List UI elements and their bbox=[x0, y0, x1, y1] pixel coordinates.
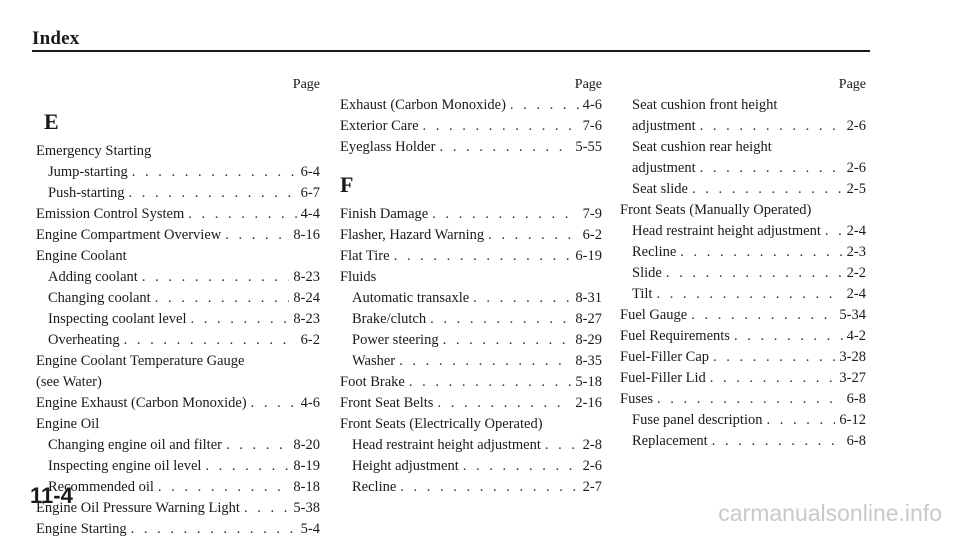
entry-page-number: 8-18 bbox=[293, 479, 320, 495]
entry-text: Exterior Care bbox=[340, 118, 419, 134]
index-entry bbox=[36, 393, 320, 414]
entry-page-number: 2-6 bbox=[846, 160, 866, 176]
entry-page-number: 8-23 bbox=[293, 269, 320, 285]
dot-leader bbox=[205, 456, 289, 477]
index-entry bbox=[36, 309, 320, 330]
dot-leader bbox=[700, 158, 843, 179]
page-column-heading: Page bbox=[292, 77, 320, 92]
dot-leader bbox=[188, 204, 296, 225]
entry-page-number: 4-4 bbox=[300, 206, 320, 222]
entry-text: Engine Coolant bbox=[36, 248, 127, 264]
entry-page-number: 6-8 bbox=[846, 433, 866, 449]
entry-page-number: 2-8 bbox=[582, 437, 602, 453]
entry-page-number: 5-55 bbox=[575, 139, 602, 155]
dot-leader bbox=[225, 225, 289, 246]
entry-text: Head restraint height adjustment bbox=[632, 223, 821, 239]
index-entry bbox=[620, 137, 866, 158]
index-column-2 bbox=[340, 74, 602, 498]
entry-text: Height adjustment bbox=[352, 458, 459, 474]
entry-text: Adding coolant bbox=[48, 269, 138, 285]
entry-page-number: 2-2 bbox=[846, 265, 866, 281]
dot-leader bbox=[734, 326, 843, 347]
entry-page-number: 6-7 bbox=[300, 185, 320, 201]
entry-text: Changing engine oil and filter bbox=[48, 437, 222, 453]
dot-leader bbox=[510, 95, 579, 116]
entry-page-number: 8-29 bbox=[575, 332, 602, 348]
entry-text: Fluids bbox=[340, 269, 377, 285]
entry-page-number: 8-23 bbox=[293, 311, 320, 327]
dot-leader bbox=[443, 330, 572, 351]
entry-text: Automatic transaxle bbox=[352, 290, 470, 306]
entry-text: Eyeglass Holder bbox=[340, 139, 436, 155]
entry-text: Engine Oil bbox=[36, 416, 100, 432]
index-entry bbox=[340, 393, 602, 414]
dot-leader bbox=[439, 137, 571, 158]
index-entry bbox=[36, 204, 320, 225]
index-entry bbox=[340, 330, 602, 351]
entry-text: Engine Compartment Overview bbox=[36, 227, 222, 243]
entry-text: Finish Damage bbox=[340, 206, 429, 222]
entry-page-number: 7-6 bbox=[582, 118, 602, 134]
entry-page-number: 4-6 bbox=[582, 97, 602, 113]
entry-text: Flasher, Hazard Warning bbox=[340, 227, 485, 243]
dot-leader bbox=[488, 225, 579, 246]
entry-page-number: 2-6 bbox=[582, 458, 602, 474]
entry-page-number: 8-31 bbox=[575, 290, 602, 306]
index-entry bbox=[620, 410, 866, 431]
index-entry bbox=[36, 141, 320, 162]
entry-page-number: 2-6 bbox=[846, 118, 866, 134]
index-entry bbox=[620, 389, 866, 410]
index-entry bbox=[36, 351, 320, 372]
entry-page-number: 6-12 bbox=[839, 412, 866, 428]
index-entry bbox=[36, 477, 320, 498]
entry-text: Exhaust (Carbon Monoxide) bbox=[340, 97, 506, 113]
dot-leader bbox=[226, 435, 289, 456]
entry-page-number: 6-8 bbox=[846, 391, 866, 407]
entry-page-number: 8-24 bbox=[293, 290, 320, 306]
entry-page-number: 3-27 bbox=[839, 370, 866, 386]
entry-page-number: 2-5 bbox=[846, 181, 866, 197]
dot-leader bbox=[131, 519, 297, 540]
entry-text: Recline bbox=[352, 479, 397, 495]
entry-page-number: 8-20 bbox=[293, 437, 320, 453]
dot-leader bbox=[713, 347, 835, 368]
dot-leader bbox=[158, 477, 290, 498]
dot-leader bbox=[191, 309, 290, 330]
dot-leader bbox=[400, 477, 578, 498]
entry-page-number: 8-19 bbox=[293, 458, 320, 474]
index-entry bbox=[620, 158, 866, 179]
dot-leader bbox=[129, 183, 297, 204]
dot-leader bbox=[132, 162, 297, 183]
dot-leader bbox=[545, 435, 579, 456]
entry-text: adjustment bbox=[632, 118, 696, 134]
entry-text: Inspecting engine oil level bbox=[48, 458, 202, 474]
index-entry bbox=[36, 162, 320, 183]
entry-text: Power steering bbox=[352, 332, 439, 348]
index-entry bbox=[340, 267, 602, 288]
index-entry bbox=[36, 246, 320, 267]
entry-text: Seat slide bbox=[632, 181, 688, 197]
entry-text: Fuel Requirements bbox=[620, 328, 730, 344]
entry-text: (see Water) bbox=[36, 374, 102, 390]
index-entry bbox=[340, 372, 602, 393]
index-entry bbox=[340, 246, 602, 267]
header-rule bbox=[32, 50, 870, 52]
index-entry bbox=[36, 414, 320, 435]
dot-leader bbox=[710, 368, 836, 389]
index-entry bbox=[340, 288, 602, 309]
dot-leader bbox=[666, 263, 843, 284]
entry-text: Head restraint height adjustment bbox=[352, 437, 541, 453]
entry-page-number: 6-2 bbox=[582, 227, 602, 243]
entry-text: Seat cushion front height bbox=[632, 97, 778, 113]
index-column-1 bbox=[36, 74, 320, 540]
index-entry bbox=[340, 95, 602, 116]
dot-leader bbox=[142, 267, 290, 288]
entry-text: Recommended oil bbox=[48, 479, 154, 495]
index-entry bbox=[620, 305, 866, 326]
entry-text: Inspecting coolant level bbox=[48, 311, 187, 327]
dot-leader bbox=[423, 116, 579, 137]
index-entry bbox=[620, 242, 866, 263]
index-entry bbox=[340, 477, 602, 498]
entry-page-number: 8-35 bbox=[575, 353, 602, 369]
entry-page-number: 2-7 bbox=[582, 479, 602, 495]
index-entry bbox=[620, 95, 866, 116]
index-entry bbox=[36, 267, 320, 288]
dot-leader bbox=[251, 393, 297, 414]
entry-text: Fuel-Filler Cap bbox=[620, 349, 710, 365]
dot-leader bbox=[463, 456, 579, 477]
index-entry bbox=[36, 519, 320, 540]
index-entry bbox=[340, 204, 602, 225]
index-entry bbox=[620, 200, 866, 221]
entry-text: Overheating bbox=[48, 332, 120, 348]
dot-leader bbox=[691, 305, 835, 326]
index-entry bbox=[340, 456, 602, 477]
index-entry bbox=[36, 456, 320, 477]
entry-text: Emergency Starting bbox=[36, 143, 152, 159]
entry-page-number: 8-27 bbox=[575, 311, 602, 327]
entry-page-number: 6-19 bbox=[575, 248, 602, 264]
dot-leader bbox=[825, 221, 843, 242]
entry-page-number: 4-6 bbox=[300, 395, 320, 411]
entry-page-number: 6-2 bbox=[300, 332, 320, 348]
index-entry bbox=[340, 116, 602, 137]
dot-leader bbox=[473, 288, 571, 309]
entry-text: Engine Starting bbox=[36, 521, 127, 537]
dot-leader bbox=[656, 284, 842, 305]
dot-leader bbox=[244, 498, 289, 519]
index-entry bbox=[340, 225, 602, 246]
index-entry bbox=[620, 368, 866, 389]
entry-text: Foot Brake bbox=[340, 374, 405, 390]
dot-leader bbox=[394, 246, 572, 267]
entry-page-number: 5-34 bbox=[839, 307, 866, 323]
dot-leader bbox=[124, 330, 297, 351]
index-entry bbox=[36, 225, 320, 246]
entry-text: Washer bbox=[352, 353, 396, 369]
index-entry bbox=[36, 498, 320, 519]
index-entry bbox=[36, 288, 320, 309]
index-entry bbox=[340, 137, 602, 158]
entry-page-number: 8-16 bbox=[293, 227, 320, 243]
section-letter: F bbox=[340, 172, 354, 197]
entry-page-number: 5-38 bbox=[293, 500, 320, 516]
entry-page-number: 7-9 bbox=[582, 206, 602, 222]
index-entry bbox=[36, 435, 320, 456]
entry-text: Seat cushion rear height bbox=[632, 139, 772, 155]
entry-text: Brake/clutch bbox=[352, 311, 427, 327]
page-title: Index bbox=[32, 28, 80, 49]
entry-page-number: 3-28 bbox=[839, 349, 866, 365]
entry-text: Push-starting bbox=[48, 185, 125, 201]
dot-leader bbox=[700, 116, 843, 137]
index-entry bbox=[620, 263, 866, 284]
index-entry bbox=[620, 431, 866, 452]
entry-text: Jump-starting bbox=[48, 164, 128, 180]
entry-page-number: 5-4 bbox=[300, 521, 320, 537]
index-entry bbox=[36, 372, 320, 393]
entry-page-number: 2-3 bbox=[846, 244, 866, 260]
dot-leader bbox=[680, 242, 842, 263]
dot-leader bbox=[712, 431, 843, 452]
section-letter: E bbox=[44, 109, 59, 134]
index-entry bbox=[620, 284, 866, 305]
entry-text: Fuel-Filler Lid bbox=[620, 370, 706, 386]
entry-text: Engine Coolant Temperature Gauge bbox=[36, 353, 245, 369]
index-entry bbox=[620, 221, 866, 242]
index-entry bbox=[620, 116, 866, 137]
entry-text: Front Seat Belts bbox=[340, 395, 434, 411]
page-column-heading: Page bbox=[838, 77, 866, 92]
entry-page-number: 4-2 bbox=[846, 328, 866, 344]
index-entry bbox=[340, 351, 602, 372]
entry-text: Fuse panel description bbox=[632, 412, 763, 428]
watermark: carmanualsonline.info bbox=[718, 500, 942, 526]
entry-text: Fuses bbox=[620, 391, 654, 407]
entry-text: Engine Exhaust (Carbon Monoxide) bbox=[36, 395, 247, 411]
index-entry bbox=[340, 414, 602, 435]
entry-page-number: 2-4 bbox=[846, 223, 866, 239]
dot-leader bbox=[766, 410, 835, 431]
dot-leader bbox=[155, 288, 290, 309]
entry-text: Engine Oil Pressure Warning Light bbox=[36, 500, 240, 516]
entry-text: Tilt bbox=[632, 286, 653, 302]
page-column-heading: Page bbox=[574, 77, 602, 92]
entry-text: Fuel Gauge bbox=[620, 307, 688, 323]
dot-leader bbox=[430, 309, 571, 330]
entry-page-number: 2-16 bbox=[575, 395, 602, 411]
dot-leader bbox=[409, 372, 572, 393]
entry-text: Front Seats (Manually Operated) bbox=[620, 202, 812, 218]
page-number: 11-4 bbox=[30, 483, 73, 508]
entry-text: Changing coolant bbox=[48, 290, 151, 306]
entry-text: Emission Control System bbox=[36, 206, 185, 222]
index-entry bbox=[620, 347, 866, 368]
dot-leader bbox=[432, 204, 578, 225]
entry-text: Flat Tire bbox=[340, 248, 390, 264]
entry-text: Replacement bbox=[632, 433, 708, 449]
entry-text: Front Seats (Electrically Operated) bbox=[340, 416, 543, 432]
entry-text: Recline bbox=[632, 244, 677, 260]
entry-page-number: 5-18 bbox=[575, 374, 602, 390]
dot-leader bbox=[692, 179, 843, 200]
dot-leader bbox=[399, 351, 571, 372]
index-entry bbox=[620, 326, 866, 347]
entry-page-number: 6-4 bbox=[300, 164, 320, 180]
index-entry bbox=[620, 179, 866, 200]
entry-text: adjustment bbox=[632, 160, 696, 176]
entry-page-number: 2-4 bbox=[846, 286, 866, 302]
entry-text: Slide bbox=[632, 265, 662, 281]
dot-leader bbox=[657, 389, 843, 410]
index-column-3 bbox=[620, 74, 866, 452]
index-entry bbox=[340, 309, 602, 330]
index-entry bbox=[36, 330, 320, 351]
index-entry bbox=[340, 435, 602, 456]
index-entry bbox=[36, 183, 320, 204]
dot-leader bbox=[437, 393, 571, 414]
